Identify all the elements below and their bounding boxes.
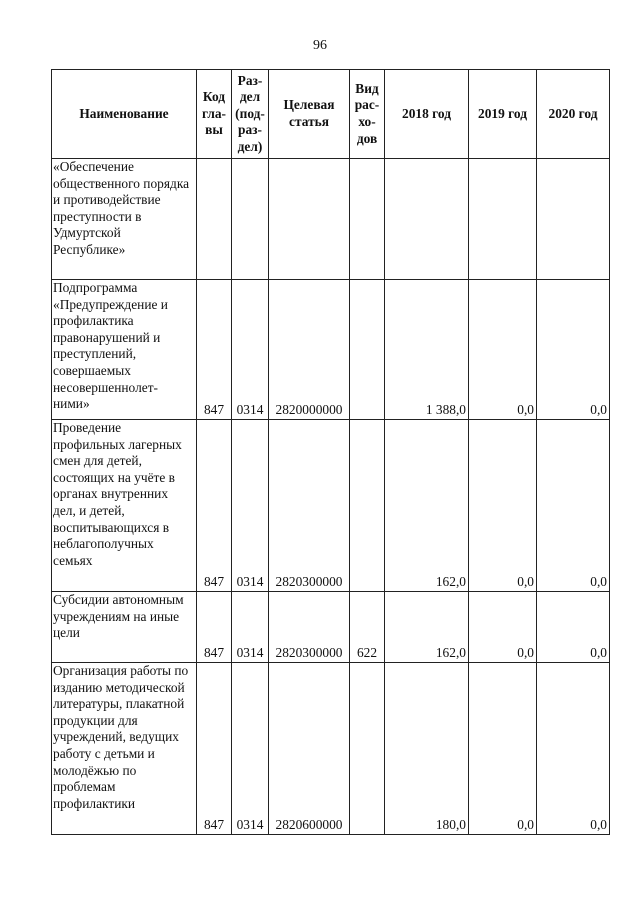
header-name: Наименование bbox=[52, 70, 197, 159]
header-2020: 2020 год bbox=[537, 70, 610, 159]
row-target-item: 2820300000 bbox=[269, 592, 350, 663]
row-2020 bbox=[537, 159, 610, 280]
row-2019: 0,0 bbox=[469, 280, 537, 420]
row-2018: 162,0 bbox=[385, 420, 469, 592]
header-target-item: Целевая статья bbox=[269, 70, 350, 159]
row-section: 0314 bbox=[232, 280, 269, 420]
row-expense-type bbox=[350, 280, 385, 420]
row-chapter-code bbox=[197, 159, 232, 280]
row-name: «Обеспечение общественного порядка и противодействие преступности в Удмуртской Республике» bbox=[52, 159, 197, 280]
row-2020: 0,0 bbox=[537, 663, 610, 835]
header-2019: 2019 год bbox=[469, 70, 537, 159]
row-expense-type bbox=[350, 159, 385, 280]
table-row bbox=[52, 663, 610, 835]
page-number: 96 bbox=[313, 38, 327, 53]
row-2020: 0,0 bbox=[537, 592, 610, 663]
row-2018: 180,0 bbox=[385, 663, 469, 835]
row-name: Подпрограмма «Предупреждение и профилактика правонарушений и преступлений, совершаемых несовершеннолет-ними» bbox=[52, 280, 197, 420]
row-name: Проведение профильных лагерных смен для детей, состоящих на учёте в органах внутренних дел, и детей, воспитывающихся в неблагополучных семьях bbox=[52, 420, 197, 592]
row-2019: 0,0 bbox=[469, 420, 537, 592]
row-2018: 162,0 bbox=[385, 592, 469, 663]
row-2020: 0,0 bbox=[537, 280, 610, 420]
row-chapter-code: 847 bbox=[197, 592, 232, 663]
row-chapter-code: 847 bbox=[197, 420, 232, 592]
row-chapter-code: 847 bbox=[197, 663, 232, 835]
table-row bbox=[52, 592, 610, 663]
table-header-row bbox=[52, 70, 610, 159]
row-section: 0314 bbox=[232, 592, 269, 663]
row-section: 0314 bbox=[232, 663, 269, 835]
row-section: 0314 bbox=[232, 420, 269, 592]
header-chapter-code: Код гла- вы bbox=[197, 70, 232, 159]
row-2019 bbox=[469, 159, 537, 280]
table-row bbox=[52, 420, 610, 592]
header-expense-type: Вид рас- хо- дов bbox=[350, 70, 385, 159]
row-name: Организация работы по изданию методической литературы, плакатной продукции для учреждений, ведущих работу с детьми и молодёжью по проблемам профилактики bbox=[52, 663, 197, 835]
header-2018: 2018 год bbox=[385, 70, 469, 159]
row-expense-type: 622 bbox=[350, 592, 385, 663]
budget-table bbox=[51, 69, 610, 835]
row-target-item: 2820000000 bbox=[269, 280, 350, 420]
row-section bbox=[232, 159, 269, 280]
row-expense-type bbox=[350, 663, 385, 835]
row-chapter-code: 847 bbox=[197, 280, 232, 420]
row-2019: 0,0 bbox=[469, 592, 537, 663]
row-expense-type bbox=[350, 420, 385, 592]
row-target-item bbox=[269, 159, 350, 280]
row-2018: 1 388,0 bbox=[385, 280, 469, 420]
row-2020: 0,0 bbox=[537, 420, 610, 592]
table-row bbox=[52, 159, 610, 280]
row-2018 bbox=[385, 159, 469, 280]
row-2019: 0,0 bbox=[469, 663, 537, 835]
table-row bbox=[52, 280, 610, 420]
header-section: Раз- дел (под- раз- дел) bbox=[232, 70, 269, 159]
row-name: Субсидии автономным учреждениям на иные цели bbox=[52, 592, 197, 663]
row-target-item: 2820600000 bbox=[269, 663, 350, 835]
row-target-item: 2820300000 bbox=[269, 420, 350, 592]
